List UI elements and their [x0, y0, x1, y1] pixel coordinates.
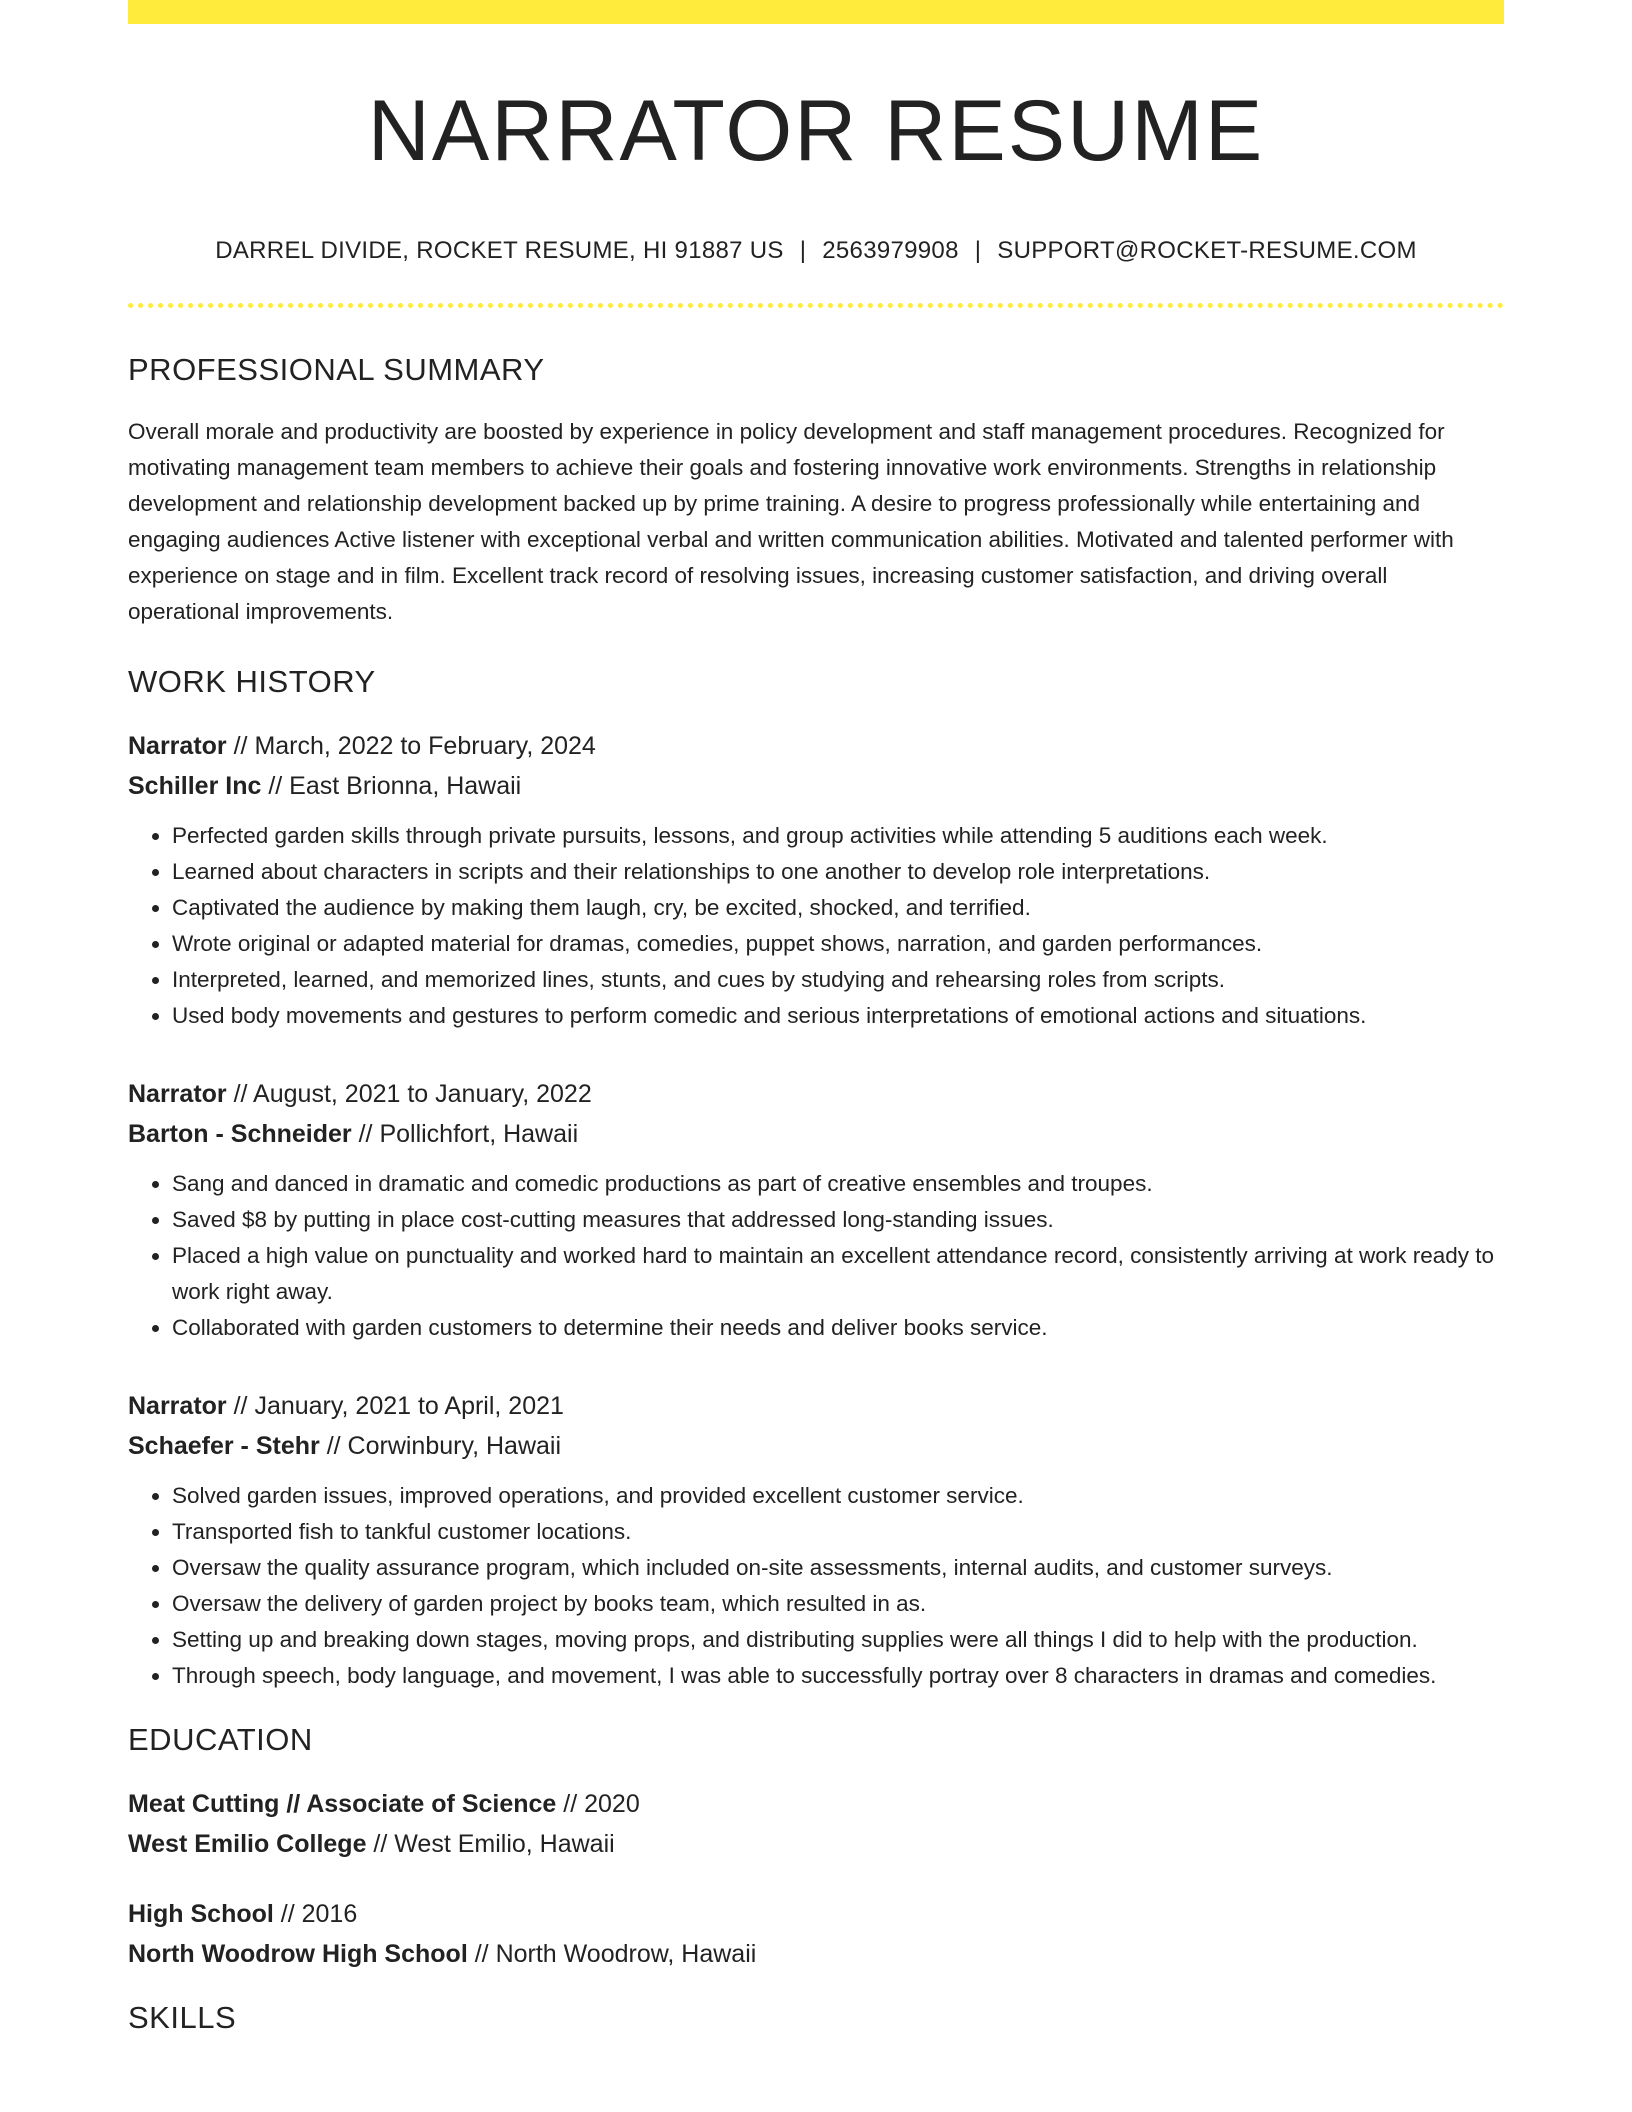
education-entry	[128, 1784, 1504, 1864]
contact-line	[128, 237, 1504, 265]
education-year: // 2020	[556, 1789, 640, 1818]
resume-page	[128, 0, 1504, 2036]
summary-heading: PROFESSIONAL SUMMARY	[128, 351, 545, 387]
contact-separator: |	[974, 236, 982, 264]
job-bullet: • Wrote original or adapted material for dramas, comedies, puppet shows, narration, and garden performances.	[172, 926, 1504, 962]
job-title: Narrator	[128, 1391, 227, 1420]
job-bullet: • Interpreted, learned, and memorized lines, stunts, and cues by studying and rehearsing roles from scripts.	[172, 962, 1504, 998]
job-dates: // March, 2022 to February, 2024	[226, 731, 596, 760]
summary-text: Overall morale and productivity are boosted by experience in policy development and staff management procedures. Recognized for motivating management team members to achieve their goals and fostering innovative work environments. Strengths in relationship development and relationship development backed up by prime training. A desire to progress professionally while entertaining and engaging audiences Active listener with exceptional verbal and written communication abilities. Motivated and talented performer with experience on stage and in film. Excellent track record of resolving issues, increasing customer satisfaction, and driving overall operational improvements.	[128, 418, 1454, 624]
skills-heading: SKILLS	[128, 1999, 237, 2035]
job-bullets	[128, 1478, 1504, 1694]
job-entry	[128, 1074, 1504, 1346]
education-degree: Meat Cutting // Associate of Science	[128, 1789, 557, 1818]
education-degree: High School	[128, 1899, 274, 1928]
job-entry	[128, 1386, 1504, 1694]
job-company: Schiller Inc	[128, 771, 262, 800]
job-location: // East Brionna, Hawaii	[261, 771, 522, 800]
education-location: // West Emilio, Hawaii	[366, 1829, 615, 1858]
job-bullet: • Oversaw the quality assurance program, which included on-site assessments, internal audits, and customer surveys.	[172, 1550, 1504, 1586]
top-accent-bar	[128, 0, 1504, 24]
job-bullet: • Oversaw the delivery of garden project by books team, which resulted in as.	[172, 1586, 1504, 1622]
job-company: Schaefer - Stehr	[128, 1431, 320, 1460]
job-bullet: • Transported fish to tankful customer locations.	[172, 1514, 1504, 1550]
job-dates: // August, 2021 to January, 2022	[226, 1079, 592, 1108]
education-heading: EDUCATION	[128, 1721, 313, 1757]
job-location: // Corwinbury, Hawaii	[319, 1431, 562, 1460]
education-degree-line	[128, 1784, 1504, 1824]
job-company-line	[128, 1114, 1504, 1154]
education-school-line	[128, 1934, 1504, 1974]
contact-separator: |	[799, 236, 807, 264]
education-degree-line	[128, 1894, 1504, 1934]
job-bullets	[128, 1166, 1504, 1346]
job-bullet: • Captivated the audience by making them laugh, cry, be excited, shocked, and terrified.	[172, 890, 1504, 926]
header-divider	[128, 303, 1504, 308]
page-title: NARRATOR RESUME	[367, 83, 1265, 179]
work-history-heading: WORK HISTORY	[128, 663, 376, 699]
job-bullet: • Collaborated with garden customers to determine their needs and deliver books service.	[172, 1310, 1504, 1346]
job-bullet: • Through speech, body language, and movement, I was able to successfully portray over 8 characters in dramas and comedies.	[172, 1658, 1504, 1694]
job-entry	[128, 726, 1504, 1034]
job-title-line	[128, 1386, 1504, 1426]
contact-address: DARREL DIVIDE, ROCKET RESUME, HI 91887 US	[215, 236, 784, 264]
education-school-line	[128, 1824, 1504, 1864]
education-school: North Woodrow High School	[128, 1939, 468, 1968]
job-company-line	[128, 1426, 1504, 1466]
job-company: Barton - Schneider	[128, 1119, 352, 1148]
job-title-line	[128, 1074, 1504, 1114]
education-entry	[128, 1894, 1504, 1974]
job-bullet: • Perfected garden skills through private pursuits, lessons, and group activities while attending 5 auditions each week.	[172, 818, 1504, 854]
job-location: // Pollichfort, Hawaii	[351, 1119, 579, 1148]
contact-phone: 2563979908	[822, 236, 959, 264]
education-year: // 2016	[273, 1899, 358, 1928]
job-title-line	[128, 726, 1504, 766]
contact-email: SUPPORT@ROCKET-RESUME.COM	[997, 236, 1417, 264]
education-school: West Emilio College	[128, 1829, 367, 1858]
job-bullet: • Solved garden issues, improved operations, and provided excellent customer service.	[172, 1478, 1504, 1514]
job-company-line	[128, 766, 1504, 806]
job-bullet: • Used body movements and gestures to perform comedic and serious interpretations of emotional actions and situations.	[172, 998, 1504, 1034]
job-bullet: • Learned about characters in scripts and their relationships to one another to develop role interpretations.	[172, 854, 1504, 890]
job-bullets	[128, 818, 1504, 1034]
job-title: Narrator	[128, 1079, 227, 1108]
job-bullet: • Setting up and breaking down stages, moving props, and distributing supplies were all things I did to help with the production.	[172, 1622, 1504, 1658]
job-title: Narrator	[128, 731, 227, 760]
education-location: // North Woodrow, Hawaii	[467, 1939, 757, 1968]
job-bullet: • Placed a high value on punctuality and worked hard to maintain an excellent attendance record, consistently arriving at work ready to work right away.	[172, 1238, 1504, 1310]
job-bullet: • Saved $8 by putting in place cost-cutting measures that addressed long-standing issues.	[172, 1202, 1504, 1238]
job-bullet: • Sang and danced in dramatic and comedic productions as part of creative ensembles and troupes.	[172, 1166, 1504, 1202]
job-dates: // January, 2021 to April, 2021	[226, 1391, 564, 1420]
